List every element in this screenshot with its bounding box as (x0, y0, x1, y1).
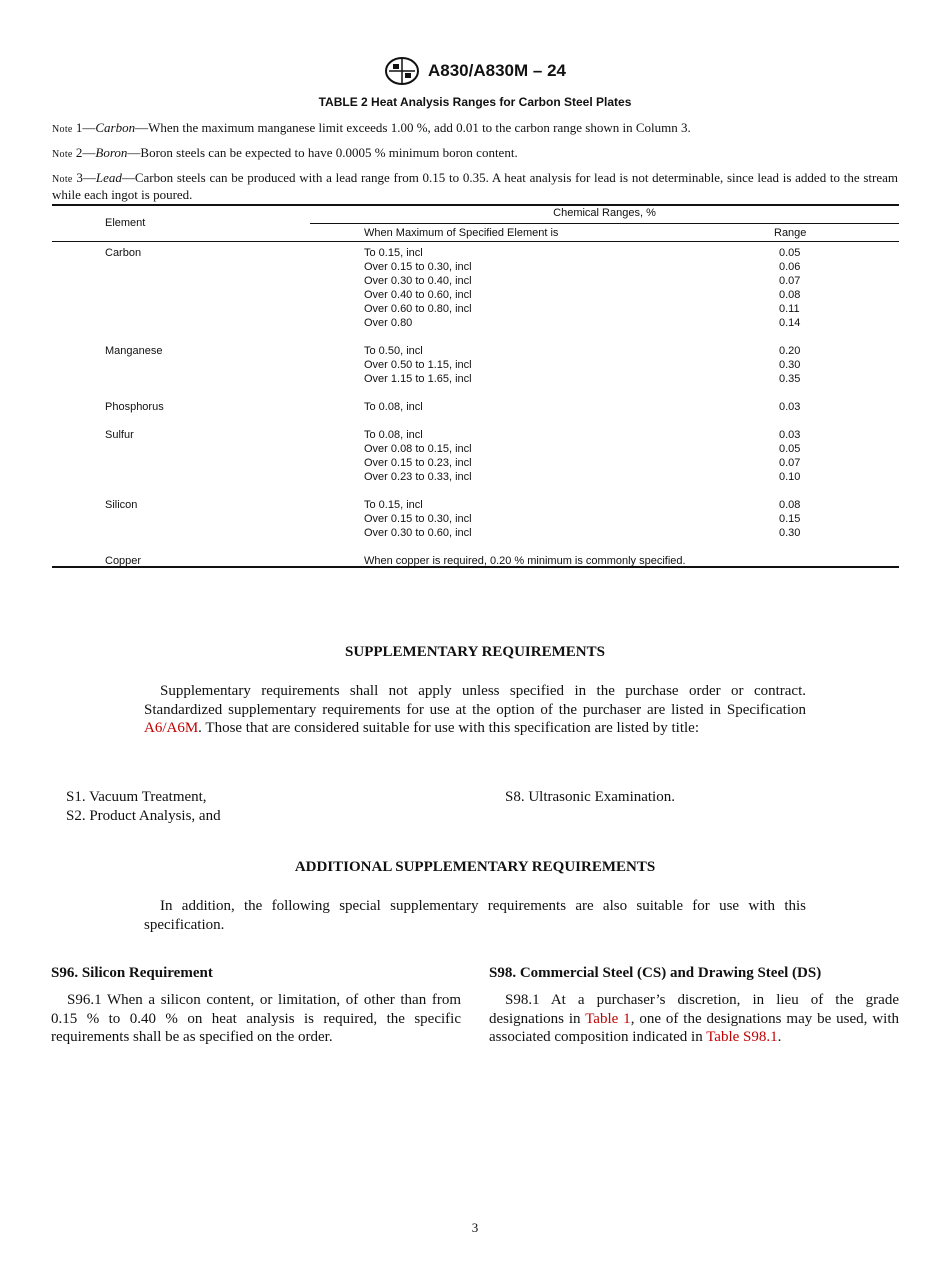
table-top-rule (52, 204, 899, 206)
range-cell: 0.15 (779, 513, 801, 525)
table-title: TABLE 2 Heat Analysis Ranges for Carbon Steel Plates (318, 95, 632, 109)
max-specified-cell: Over 0.60 to 0.80, incl (364, 303, 472, 315)
note-text: —Boron steels can be expected to have 0.0005 % minimum boron content. (127, 145, 518, 160)
list-item: S2. Product Analysis, and (66, 808, 221, 824)
range-cell: 0.30 (779, 359, 801, 371)
supplementary-intro (144, 682, 806, 738)
s98-text-middle: , one of the designations may be used, with associated composition indicated in (489, 1010, 899, 1046)
element-name: Copper (105, 555, 142, 567)
range-cell: 0.08 (779, 499, 801, 511)
list-item: S8. Ultrasonic Examination. (505, 789, 675, 805)
a6-a6m-link[interactable]: A6/A6M (144, 720, 199, 737)
range-cell: 0.06 (779, 261, 801, 273)
additional-intro (144, 897, 806, 934)
max-specified-cell: Over 0.80 (364, 317, 413, 329)
list-item: S1. Vacuum Treatment, (66, 789, 207, 805)
table-s98-1-link[interactable]: Table S98.1 (706, 1029, 778, 1046)
max-specified-cell: To 0.15, incl (364, 247, 423, 259)
supplementary-heading: SUPPLEMENTARY REQUIREMENTS (345, 644, 605, 660)
max-specified-cell: To 0.15, incl (364, 499, 423, 511)
range-cell: 0.14 (779, 317, 801, 329)
column-header-range: Range (774, 227, 807, 239)
column-header-max-specified: When Maximum of Specified Element is (364, 227, 559, 239)
standard-designation: A830/A830M – 24 (428, 61, 566, 80)
s98-paragraph (489, 991, 899, 1047)
s98-text (489, 991, 899, 1047)
range-cell: 0.30 (779, 527, 801, 539)
element-name: Sulfur (105, 429, 134, 441)
note-number: 3— (72, 170, 96, 185)
astm-logo-icon (384, 56, 420, 86)
max-specified-cell: To 0.50, incl (364, 345, 423, 357)
table-bottom-rule (52, 566, 899, 568)
note-text: —When the maximum manganese limit exceeds 1.00 %, add 0.01 to the carbon range shown in Column 3. (135, 120, 691, 135)
range-cell: 0.08 (779, 289, 801, 301)
header-bottom-rule (52, 241, 899, 242)
range-cell: 0.05 (779, 247, 801, 259)
header-sub-rule (310, 223, 899, 224)
column-header-element: Element (105, 217, 146, 229)
additional-intro-text: In addition, the following special supplementary requirements are also suitable for use with this specification. (144, 898, 806, 933)
table-note-2 (52, 145, 898, 162)
table-1-link[interactable]: Table 1 (585, 1010, 631, 1027)
range-cell: 0.10 (779, 471, 801, 483)
max-specified-cell: Over 0.15 to 0.23, incl (364, 457, 472, 469)
intro-text-before: Supplementary requirements shall not apply unless specified in the purchase order or contract. Standardized supplementary requirements for use at the option of the purchaser are listed in Specification (144, 683, 806, 718)
max-specified-cell: Over 0.08 to 0.15, incl (364, 443, 472, 455)
s98-text-before: S98.1 At a purchaser’s discretion, in lieu of the grade designations in (489, 992, 899, 1027)
max-specified-cell: Over 0.30 to 0.40, incl (364, 275, 472, 287)
note-label: Note (52, 149, 73, 160)
max-specified-cell: Over 0.15 to 0.30, incl (364, 513, 472, 525)
max-specified-cell: To 0.08, incl (364, 429, 423, 441)
table-note-3 (52, 170, 898, 202)
s98-text-after: . (777, 1029, 782, 1046)
note-text: —Carbon steels can be produced with a lead range from 0.15 to 0.35. A heat analysis for lead is not determinable, since lead is added to the stream while each ingot is poured. (52, 170, 898, 202)
range-cell: 0.07 (779, 457, 801, 469)
intro-text-after: . Those that are considered suitable for use with this specification are listed by title: (198, 720, 700, 737)
range-cell: 0.11 (779, 303, 800, 315)
column-header-chemical-ranges: Chemical Ranges, % (553, 207, 656, 219)
range-cell: 0.03 (779, 401, 801, 413)
page-number: 3 (471, 1220, 479, 1235)
s96-title: S96. Silicon Requirement (51, 965, 213, 981)
page-header (0, 56, 950, 91)
range-cell: 0.35 (779, 373, 801, 385)
supplementary-intro-text (144, 682, 806, 738)
element-name: Phosphorus (105, 401, 164, 413)
s96-paragraph (51, 991, 461, 1047)
element-name: Manganese (105, 345, 163, 357)
range-cell: 0.07 (779, 275, 801, 287)
range-cell: 0.03 (779, 429, 801, 441)
table-note-1 (52, 120, 898, 137)
range-cell: 0.20 (779, 345, 801, 357)
note-number: 1— (72, 120, 96, 135)
note-number: 2— (72, 145, 96, 160)
max-specified-cell: Over 0.50 to 1.15, incl (364, 359, 472, 371)
element-name: Carbon (105, 247, 142, 259)
note-term: Carbon (95, 120, 136, 135)
max-specified-cell: Over 0.15 to 0.30, incl (364, 261, 472, 273)
note-label: Note (52, 124, 73, 135)
max-specified-cell: Over 0.40 to 0.60, incl (364, 289, 472, 301)
max-specified-cell: When copper is required, 0.20 % minimum is commonly specified. (364, 555, 686, 567)
element-name: Silicon (105, 499, 138, 511)
range-cell: 0.05 (779, 443, 801, 455)
additional-heading: ADDITIONAL SUPPLEMENTARY REQUIREMENTS (294, 859, 656, 875)
s98-title: S98. Commercial Steel (CS) and Drawing Steel (DS) (489, 965, 822, 981)
note-label: Note (52, 174, 73, 185)
max-specified-cell: To 0.08, incl (364, 401, 423, 413)
max-specified-cell: Over 1.15 to 1.65, incl (364, 373, 472, 385)
max-specified-cell: Over 0.23 to 0.33, incl (364, 471, 472, 483)
max-specified-cell: Over 0.30 to 0.60, incl (364, 527, 472, 539)
note-term: Lead (95, 170, 122, 185)
note-term: Boron (95, 145, 128, 160)
s96-text: S96.1 When a silicon content, or limitation, of other than from 0.15 % to 0.40 % on heat analysis is required, the specific requirements shall be as specified on the order. (51, 992, 461, 1046)
